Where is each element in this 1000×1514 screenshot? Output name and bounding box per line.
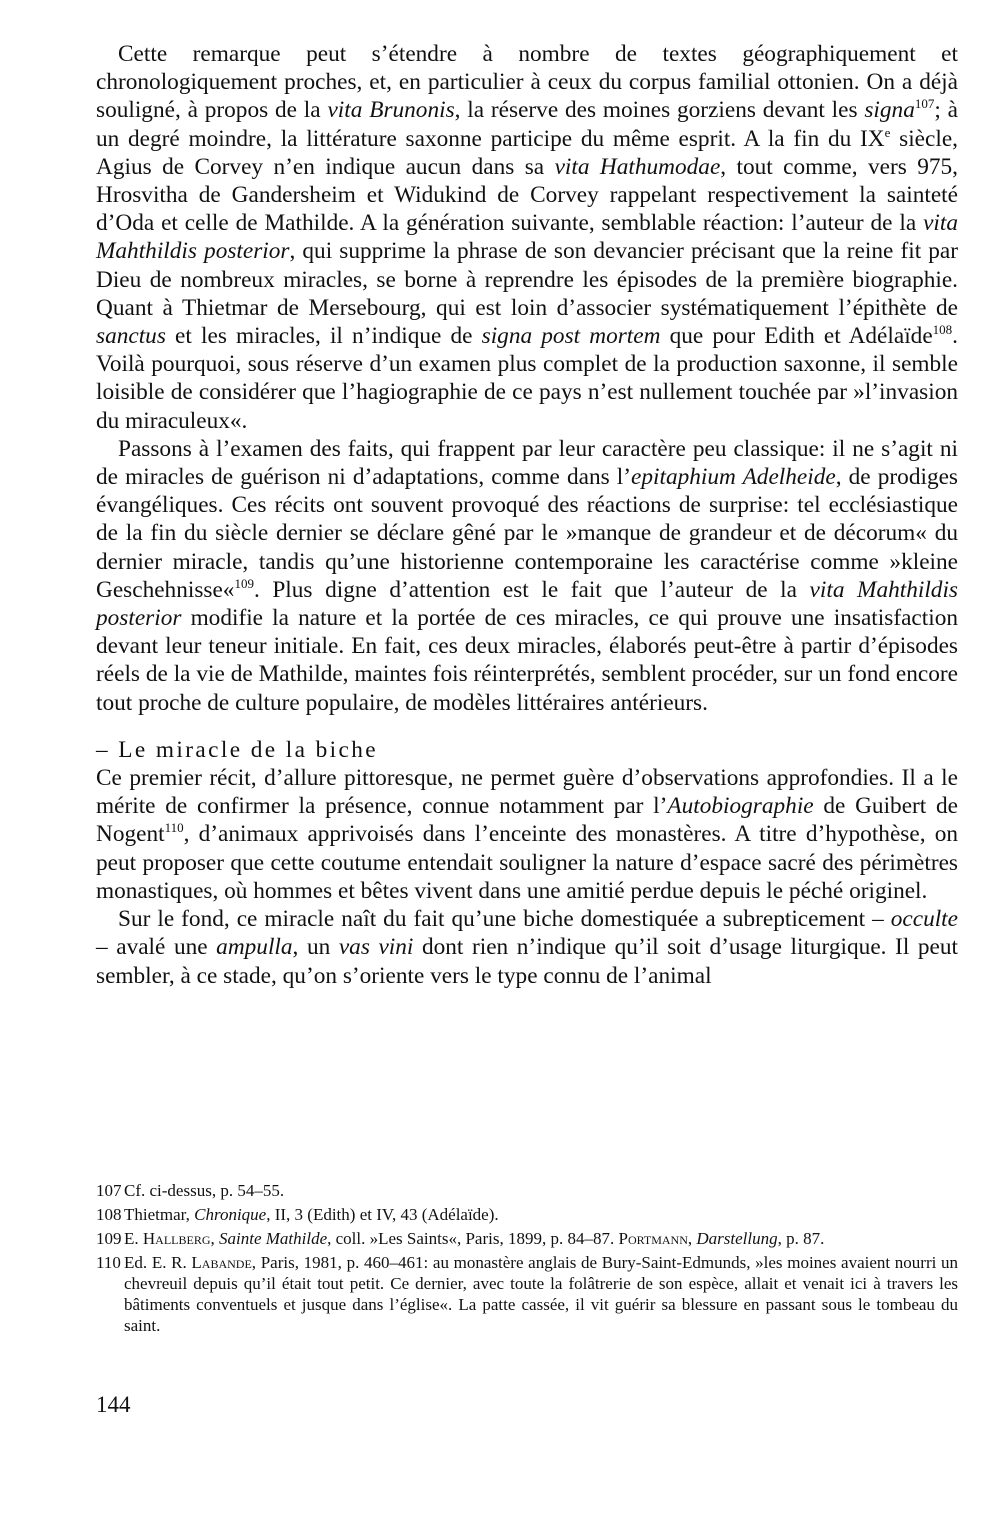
paragraph-1 — [96, 40, 958, 435]
text-run: , de prodiges évangéliques. Ces récits ont souvent provoqué des réactions de surprise: tel ecclésiastique de la fin du siècle dernier se déclare gêné par le »manque de grandeur et de décorum« du dernier miracle, tandis qu’une historienne contemporaine les caractérise comme »kleine Geschehnisse« — [96, 464, 959, 603]
text-run: et les miracles, il n’indique de — [165, 323, 482, 350]
footnote-107 — [96, 1180, 958, 1201]
page-number: 144 — [96, 1392, 131, 1417]
smallcaps-run: E. Hallberg — [124, 1229, 211, 1248]
footnote-number: 109 — [96, 1229, 122, 1248]
text-run: Cf. ci-dessus, p. 54–55. — [124, 1181, 285, 1200]
text-run: Ce premier récit, d’allure pittoresque, ne permet guère d’observations approfondies. Il a le mérite de confirmer la présence, connue notamment par l’ — [96, 765, 958, 820]
text-run: ; à un degré moindre, la littérature saxonne participe du même esprit. A la fin du IX — [96, 97, 958, 152]
section-heading: – Le miracle de la biche — [96, 736, 379, 763]
italic-run: epitaphium Adelheide — [631, 464, 836, 491]
text-run: , — [210, 1229, 219, 1248]
smallcaps-run: Portmann — [618, 1229, 688, 1248]
superscript: e — [884, 124, 891, 140]
footnote-109 — [96, 1228, 958, 1249]
text-run: , d’animaux apprivoisés dans l’enceinte des monastères. A titre d’hypothèse, on peut proposer que cette coutume entendait souligner la nature d’espace sacré des périmètres monastiques, où hommes et bêtes vivent dans une amitié perdue depuis le péché originel. — [96, 821, 958, 904]
italic-run: vas vini — [338, 934, 414, 961]
paragraph-3 — [96, 764, 958, 905]
text-run: , II, 3 (Edith) et IV, 43 (Adélaïde). — [266, 1205, 499, 1224]
text-run: , la réserve des moines gorziens devant les — [454, 97, 865, 124]
italic-run: vita Hathumodae — [554, 153, 721, 180]
italic-run: ampulla — [216, 934, 293, 961]
text-run: , Paris, 1981, p. 460–461: au monastère anglais de Bury-Saint-Edmunds, »les moines avaient nourri un chevreuil depuis qu’il était tout petit. Ce dernier, avec toute la folâtrerie de son espèce, allait et venait ici à travers les bâtiments conventuels et jusque dans l’église«. La patte cassée, il vit guérir sa blessure en passant sous le tombeau du saint. — [124, 1253, 959, 1335]
italic-run: vita Mahthildis posterior — [96, 576, 958, 632]
text-run: , coll. »Les Saints«, Paris, 1899, p. 84–87. — [327, 1229, 619, 1248]
text-run: , p. 87. — [777, 1229, 825, 1248]
text-run: Cette remarque peut s’étendre à nombre de textes géographiquement et chronologiquement proches, et, en particulier à ceux du corpus familial ottonien. On a déjà souligné, à propos de la — [96, 41, 958, 124]
text-run: que pour Edith et Adélaïde — [660, 323, 933, 350]
main-text — [96, 40, 958, 990]
footnote-number: 110 — [96, 1253, 121, 1272]
italic-run: Sainte Mathilde — [219, 1229, 328, 1248]
italic-run: occulte — [890, 906, 958, 933]
text-run: Thietmar, — [124, 1205, 195, 1224]
footnote-110 — [96, 1252, 958, 1336]
paragraph-4 — [96, 905, 958, 990]
italic-run: sanctus — [96, 323, 166, 350]
text-run: , qui supprime la phrase de son devancier précisant que la reine fit par Dieu de nombreux miracles, se borne à reprendre les épisodes de la première biographie. Quant à Thietmar de Mersebourg, qui est loin d’associer systématiquement l’épithète de — [96, 238, 958, 321]
text-run: , tout comme, vers 975, Hrosvitha de Gandersheim et Widukind de Corvey rappelant respectivement la sainteté d’Oda et celle de Mathilde. A la génération suivante, semblable réaction: l’auteur de la — [96, 153, 958, 237]
italic-run: Chronique — [194, 1205, 267, 1224]
footnote-text — [124, 1204, 958, 1225]
italic-run: signa — [864, 97, 915, 124]
italic-run: vita Brunonis — [327, 97, 455, 124]
italic-run: signa post mortem — [481, 323, 661, 350]
text-run: – avalé une — [96, 934, 217, 961]
footnote-108 — [96, 1204, 958, 1225]
text-run: Ed. E. R. — [124, 1253, 192, 1272]
text-run: , — [687, 1229, 697, 1248]
italic-run: Darstellung — [696, 1229, 778, 1248]
text-run: , un — [292, 934, 339, 961]
text-run: Sur le fond, ce miracle naît du fait qu’une biche domestiquée a subrepticement – — [118, 906, 891, 933]
footnote-ref-110: 110 — [164, 820, 184, 836]
smallcaps-run: Labande — [191, 1253, 252, 1272]
footnote-ref-107: 107 — [914, 96, 935, 112]
footnote-text — [124, 1252, 958, 1336]
footnote-ref-108: 108 — [932, 322, 953, 338]
text-run: . Voilà pourquoi, sous réserve d’un examen plus complet de la production saxonne, il semble loisible de considérer que l’hagiographie de ce pays n’est nullement touchée par »l’invasion du miraculeux«. — [96, 323, 958, 434]
footnote-text — [124, 1180, 958, 1201]
footnotes — [96, 1180, 958, 1339]
footnote-text — [124, 1228, 958, 1249]
text-run: modifie la nature et la portée de ces miracles, ce qui prouve une insatisfaction devant leur teneur initiale. En fait, ces deux miracles, élaborés peut-être à partir d’épisodes réels de la vie de Mathilde, maintes fois réinterprétés, semblent procéder, sur un fond encore tout proche de culture populaire, de modèles littéraires antérieurs. — [96, 605, 958, 716]
text-run: de Guibert de Nogent — [96, 793, 958, 848]
footnote-number: 107 — [96, 1181, 122, 1200]
text-run: dont rien n’indique qu’il soit d’usage liturgique. Il peut sembler, à ce stade, qu’on s’oriente vers le type connu de l’animal — [96, 934, 958, 989]
paragraph-2 — [96, 435, 958, 717]
text-run: Passons à l’examen des faits, qui frappent par leur caractère peu classique: il ne s’agit ni de miracles de guérison ni d’adaptations, comme dans l’ — [96, 435, 958, 491]
footnote-ref-109: 109 — [234, 575, 254, 591]
italic-run: Autobiographie — [667, 793, 814, 820]
text-run: . Plus digne d’attention est le fait que l’auteur de la — [253, 576, 810, 603]
italic-run: vita Mahthildis posterior — [96, 210, 958, 265]
text-run: siècle, Agius de Corvey n’en indique aucun dans sa — [96, 125, 958, 180]
footnote-number: 108 — [96, 1205, 122, 1224]
